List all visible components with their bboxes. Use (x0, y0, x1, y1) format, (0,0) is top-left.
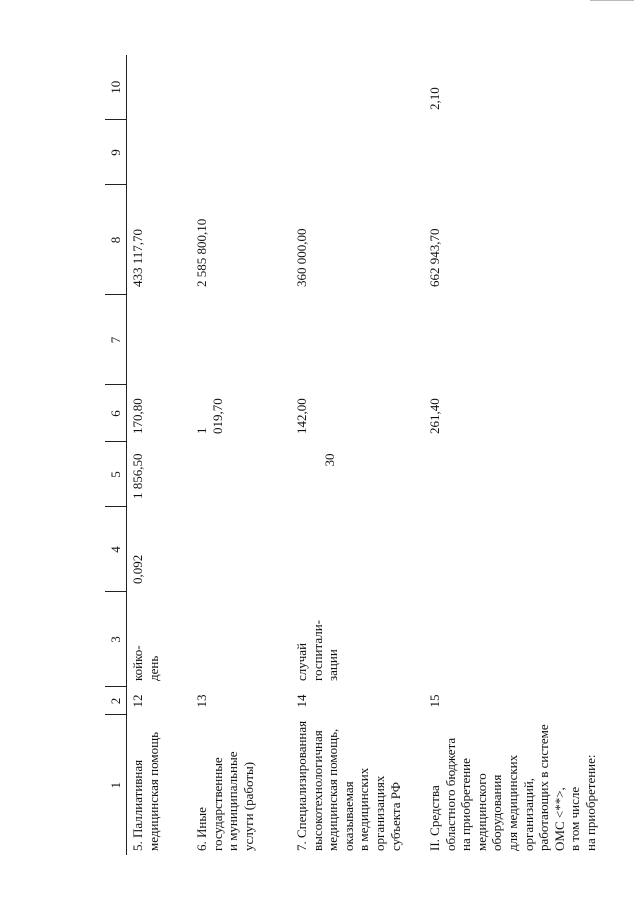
row-name-line: 5. Паллиативная (130, 759, 145, 851)
row-name-line: в том числе (567, 786, 583, 851)
row-unit-line: зации (325, 649, 341, 681)
header-cell-8: 8 (105, 185, 127, 295)
row-cell-4 (191, 507, 291, 592)
row-code-cell: 13 (194, 694, 209, 708)
header-cell-5: 5 (105, 442, 127, 507)
row-name-line: организаций, (520, 777, 536, 851)
row-name-line: государственные (209, 757, 225, 851)
row-name-line: оказываемая (340, 781, 356, 851)
table-row (127, 55, 192, 855)
header-cell-6: 6 (105, 385, 127, 442)
row-name-line: субъекта РФ (387, 782, 403, 851)
row-name-line: высокотехнологичная (309, 730, 325, 851)
row-name-line: для медицинских (504, 754, 520, 851)
row-cell-10 (127, 55, 192, 120)
row-name-line: ОМС <**>, (551, 787, 567, 851)
row-name-line: 6. Иные (194, 807, 209, 851)
row-cell-7 (127, 295, 192, 385)
row-cell-6: 170,80 (130, 398, 145, 434)
row-unit-line: день (145, 655, 161, 681)
row-cell-7 (424, 295, 605, 385)
row-cell-8: 433 117,70 (130, 228, 145, 287)
row-cell-5 (291, 442, 424, 507)
row-cell-9 (127, 120, 192, 185)
header-cell-7: 7 (105, 295, 127, 385)
row-name-cell (424, 715, 605, 855)
row-unit-cell (424, 592, 605, 687)
data-table (105, 55, 605, 855)
row-name-cell (291, 715, 424, 855)
table-row (291, 55, 424, 855)
row-unit-cell (291, 592, 424, 687)
header-cell-3: 3 (105, 592, 127, 687)
row-name-line: услуги (работы) (240, 761, 256, 851)
row-unit-line: случай (294, 642, 309, 681)
page-number: 30 (322, 453, 337, 467)
row-cell-8: 662 943,70 (427, 228, 442, 287)
row-cell-8: 360 000,00 (294, 228, 309, 287)
row-cell-6: 261,40 (427, 398, 442, 434)
row-cell-7 (191, 295, 291, 385)
row-unit-line: госпитали- (309, 619, 325, 681)
row-cell-4 (291, 507, 424, 592)
row-cell-9 (424, 120, 605, 185)
row-cell-4 (424, 507, 605, 592)
row-name-line: областного бюджета (442, 737, 458, 851)
row-name-line: в медицинских (356, 767, 372, 851)
row-name-line: на приобретение (458, 758, 474, 851)
row-name-cell (191, 715, 291, 855)
row-cell-6: 142,00 (294, 398, 309, 434)
row-unit-cell (191, 592, 291, 687)
row-cell-8: 2 585 800,10 (194, 218, 209, 287)
header-cell-2: 2 (105, 687, 127, 715)
table-row (424, 55, 605, 855)
header-row (105, 55, 127, 855)
row-cell-6: 1 019,70 (194, 398, 225, 434)
table-row (191, 55, 291, 855)
row-unit-line: койко- (130, 645, 145, 681)
header-cell-9: 9 (105, 120, 127, 185)
row-cell-5 (424, 442, 605, 507)
row-unit-cell (127, 592, 192, 687)
header-cell-1: 1 (105, 715, 127, 855)
row-cell-10 (291, 55, 424, 120)
row-code-cell: 15 (427, 694, 442, 708)
row-cell-9 (291, 120, 424, 185)
row-cell-7 (291, 295, 424, 385)
row-cell-5 (191, 442, 291, 507)
row-name-line: медицинская помощь, (325, 728, 341, 851)
row-code-cell: 12 (130, 694, 145, 708)
row-name-line: II. Средства (427, 785, 442, 851)
row-name-line: и муниципальные (225, 751, 241, 851)
row-cell-10 (191, 55, 291, 120)
row-cell-5: 1 856,50 (130, 453, 145, 499)
row-name-cell (127, 715, 192, 855)
row-name-line: на приобретение: (582, 754, 598, 851)
row-cell-10: 2,10 (427, 87, 442, 110)
row-name-line: организациях (371, 775, 387, 851)
rotated-table-wrapper (105, 45, 635, 855)
row-name-line: 7. Специализированная (294, 720, 309, 851)
header-cell-10: 10 (105, 55, 127, 120)
row-cell-4: 0,092 (130, 554, 145, 584)
header-cell-4: 4 (105, 507, 127, 592)
row-name-line: медицинского (473, 773, 489, 851)
row-name-line: медицинская помощь (145, 731, 161, 851)
row-name-line: работающих в системе (536, 724, 552, 851)
row-cell-9 (191, 120, 291, 185)
row-name-line: оборудования (489, 774, 505, 851)
row-code-cell: 14 (294, 694, 309, 708)
